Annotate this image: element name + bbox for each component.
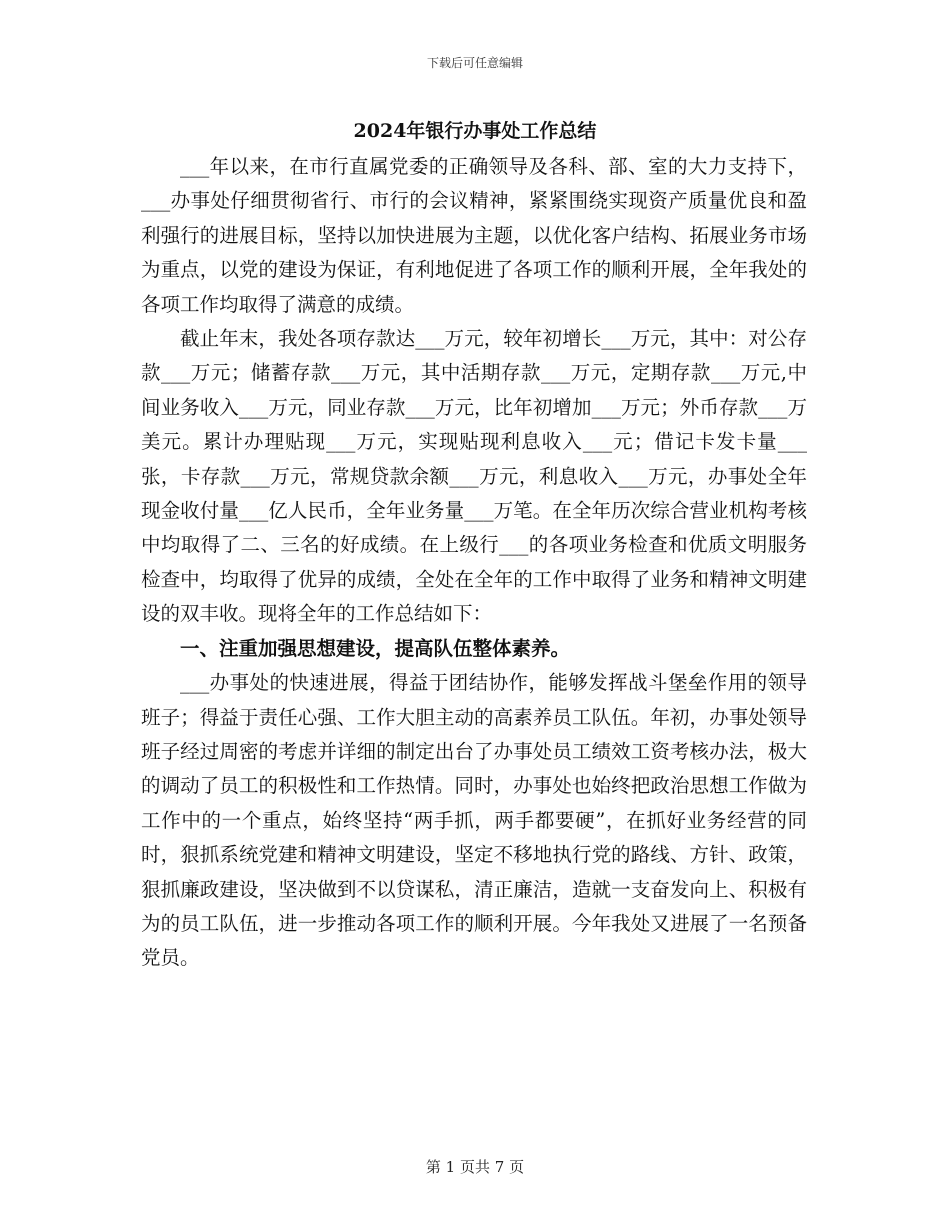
summary-paragraph: 截止年末，我处各项存款达___万元，较年初增长___万元，其中：对公存款___万元；储蓄存款___万元，其中活期存款___万元，定期存款___万元,中间业务收入___万元，同业存款___万元，比年初增加___万元；外币存款___万美元。累计办理贴现___万元，实现贴现利息收入___元；借记卡发卡量___张，卡存款___万元，常规贷款余额___万元，利息收入___万元，办事处全年现金收付量___亿人民币，全年业务量___万笔。在全年历次综合营业机构考核中均取得了二、三名的好成绩。在上级行___的各项业务检查和优质文明服务检查中，均取得了优异的成绩，全处在全年的工作中取得了业务和精神文明建设的双丰收。现将全年的工作总结如下： bbox=[141, 327, 807, 626]
intro-paragraph: ___年以来，在市行直属党委的正确领导及各科、部、室的大力支持下，___办事处仔细贯彻省行、市行的会议精神，紧紧围绕实现资产质量优良和盈利强行的进展目标，坚持以加快进展为主题，以优化客户结构、拓展业务市场为重点，以党的建设为保证，有利地促进了各项工作的顺利开展，全年我处的各项工作均取得了满意的成绩。 bbox=[141, 155, 807, 316]
document-title: 2024年银行办事处工作总结 bbox=[353, 120, 597, 142]
section-heading: 一、注重加强思想建设，提高队伍整体素养。 bbox=[180, 636, 571, 660]
document-body bbox=[141, 150, 807, 976]
page-number: 第 1 页共 7 页 bbox=[425, 1158, 525, 1176]
header-note: 下载后可任意编辑 bbox=[426, 56, 523, 70]
section-paragraph: ___办事处的快速进展，得益于团结协作，能够发挥战斗堡垒作用的领导班子；得益于责任心强、工作大胆主动的高素养员工队伍。年初，办事处领导班子经过周密的考虑并详细的制定出台了办事处员工绩效工资考核办法，极大的调动了员工的积极性和工作热情。同时，办事处也始终把政治思想工作做为工作中的一个重点，始终坚持“两手抓，两手都要硬”，在抓好业务经营的同时，狠抓系统党建和精神文明建设，坚定不移地执行党的路线、方针、政策，狠抓廉政建设，坚决做到不以贷谋私，清正廉洁，造就一支奋发向上、积极有为的员工队伍，进一步推动各项工作的顺利开展。今年我处又进展了一名预备党员。 bbox=[141, 671, 807, 970]
